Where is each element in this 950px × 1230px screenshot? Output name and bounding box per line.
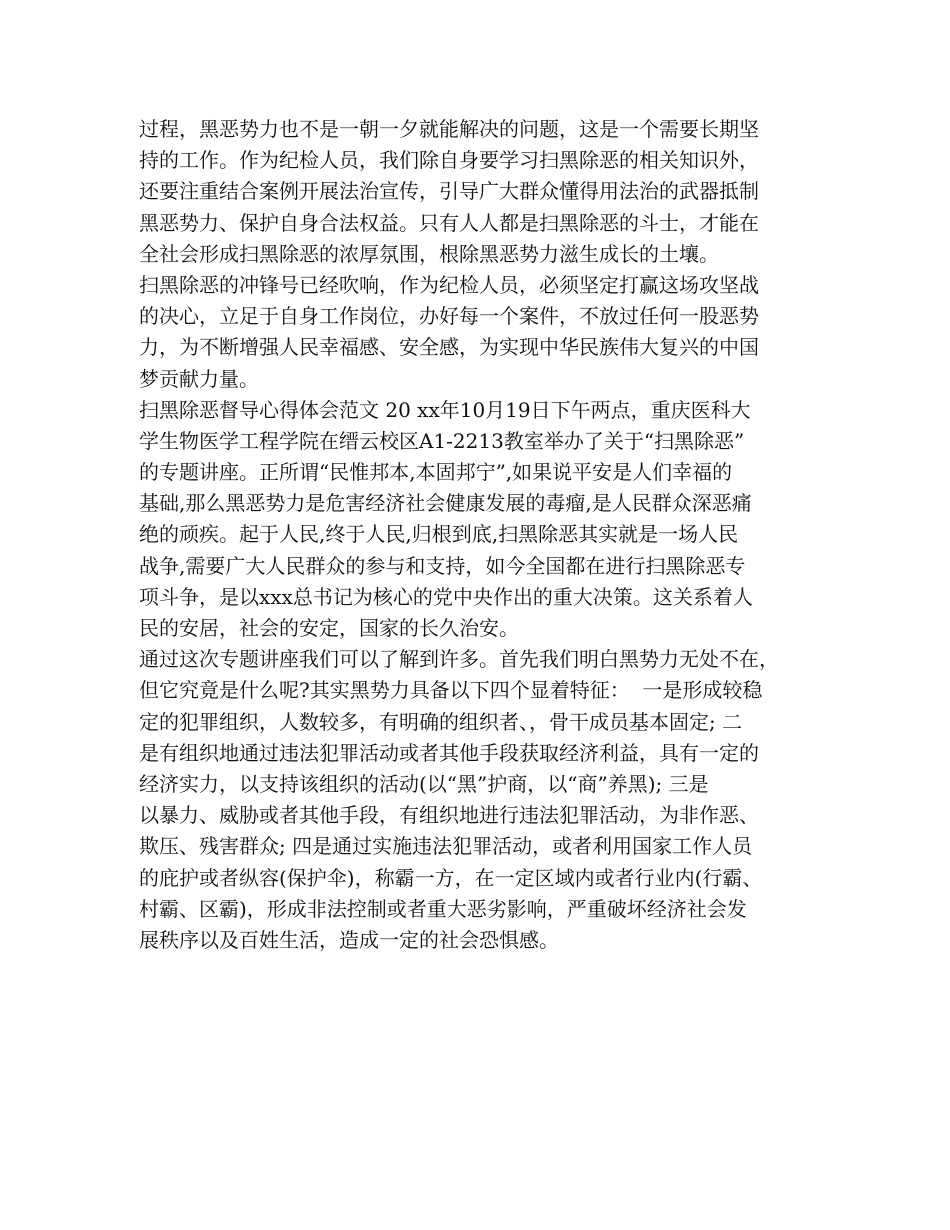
text-line: 欺压、残害群众; 四是通过实施违法犯罪活动，或者利用国家工作人员 xyxy=(139,834,753,859)
text-line: 的决心，立足于自身工作岗位，办好每一个案件，不放过任何一股恶势 xyxy=(139,304,759,329)
text-line: 定的犯罪组织，人数较多，有明确的组织者、，骨干成员基本固定; 二 xyxy=(139,709,743,734)
text-line: 持的工作。作为纪检人员，我们除自身要学习扫黑除恶的相关知识外， xyxy=(139,148,759,173)
text-line: 以暴力、威胁或者其他手段，有组织地进行违法犯罪活动，为非作恶、 xyxy=(139,803,759,828)
text-line: 学生物医学工程学院在缙云校区A1-2213教室举办了关于“扫黑除恶” xyxy=(139,428,745,453)
text-line: 还要注重结合案例开展法治宣传，引导广大群众懂得用法治的武器抵制 xyxy=(139,179,759,204)
text-line: 全社会形成扫黑除恶的浓厚氛围，根除黑恶势力滋生成长的土壤。 xyxy=(139,241,719,266)
text-line: 绝的顽疾。起于人民,终于人民,归根到底,扫黑除恶其实就是一场人民 xyxy=(139,522,739,547)
text-line: 是有组织地通过违法犯罪活动或者其他手段获取经济利益，具有一定的 xyxy=(139,740,759,765)
text-line: 扫黑除恶督导心得体会范文 20 xx年10月19日下午两点，重庆医科大 xyxy=(139,397,751,422)
text-line: 项斗争，是以xxx总书记为核心的党中央作出的重大决策。这关系着人 xyxy=(139,584,753,609)
text-line: 过程，黑恶势力也不是一朝一夕就能解决的问题，这是一个需要长期坚 xyxy=(139,117,759,141)
text-line: 战争,需要广大人民群众的参与和支持，如今全国都在进行扫黑除恶专 xyxy=(139,553,746,578)
text-line: 展秩序以及百姓生活，造成一定的社会恐惧感。 xyxy=(139,927,559,952)
text-line: 的专题讲座。正所谓“民惟邦本,本固邦宁”,如果说平安是人们幸福的 xyxy=(139,460,733,485)
text-line: 扫黑除恶的冲锋号已经吹响，作为纪检人员，必须坚定打赢这场攻坚战 xyxy=(139,272,759,297)
text-line: 但它究竟是什么呢?其实黑势力具备以下四个显着特征： 一是形成较稳 xyxy=(139,678,763,703)
text-line: 梦贡献力量。 xyxy=(139,366,259,391)
text-line: 通过这次专题讲座我们可以了解到许多。首先我们明白黑势力无处不在， xyxy=(139,647,779,672)
text-line: 力，为不断增强人民幸福感、安全感，为实现中华民族伟大复兴的中国 xyxy=(139,335,759,360)
text-line: 民的安居，社会的安定，国家的长久治安。 xyxy=(139,616,519,640)
text-line: 经济实力，以支持该组织的活动(以“黑”护商，以“商”养黑); 三是 xyxy=(139,771,709,796)
text-line: 基础,那么黑恶势力是危害经济社会健康发展的毒瘤,是人民群众深恶痛 xyxy=(139,491,752,516)
text-line: 的庇护或者纵容(保护伞)，称霸一方，在一定区域内或者行业内(行霸、 xyxy=(139,865,763,890)
document-body xyxy=(139,114,819,956)
text-line: 村霸、区霸)，形成非法控制或者重大恶劣影响，严重破坏经济社会发 xyxy=(139,896,747,921)
text-line: 黑恶势力、保护自身合法权益。只有人人都是扫黑除恶的斗士，才能在 xyxy=(139,210,759,235)
